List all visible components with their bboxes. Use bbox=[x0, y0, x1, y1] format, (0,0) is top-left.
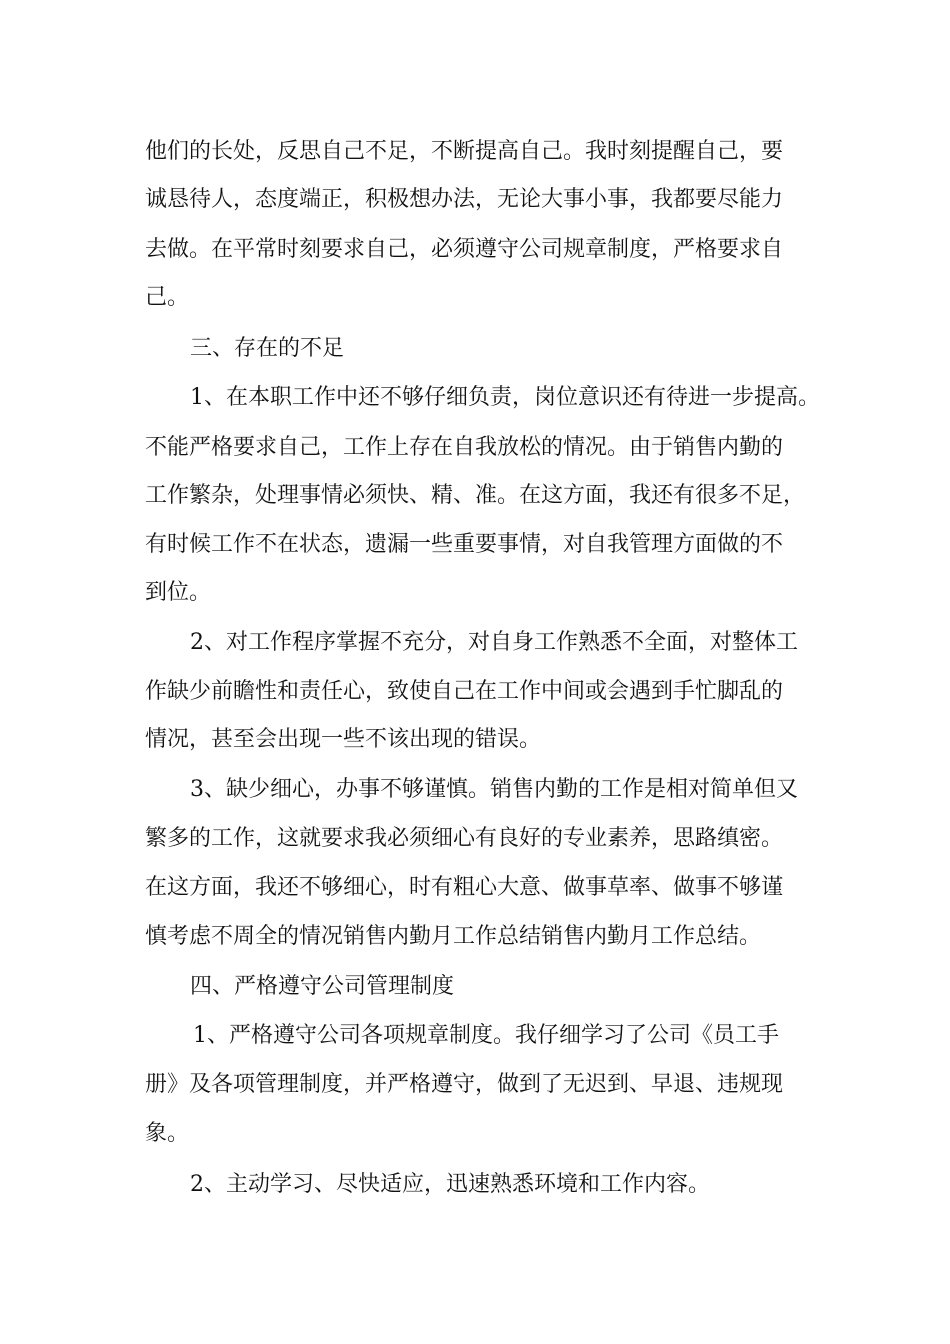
text-line: 有时候工作不在状态，遗漏一些重要事情，对自我管理方面做的不 bbox=[145, 532, 784, 557]
text-line: 在这方面，我还不够细心，时有粗心大意、做事草率、做事不够谨 bbox=[145, 875, 784, 900]
text-line: 1、严格遵守公司各项规章制度。我仔细学习了公司《员工手 bbox=[193, 1023, 779, 1048]
text-line: 不能严格要求自己，工作上存在自我放松的情况。由于销售内勤的 bbox=[145, 435, 784, 460]
text-line: 慎考虑不周全的情况销售内勤月工作总结销售内勤月工作总结。 bbox=[145, 924, 762, 949]
text-line: 象。 bbox=[145, 1121, 190, 1146]
text-line: 他们的长处，反思自己不足，不断提高自己。我时刻提醒自己，要 bbox=[145, 139, 784, 164]
text-line: 情况，甚至会出现一些不该出现的错误。 bbox=[145, 727, 542, 752]
text-line: 3、缺少细心，办事不够谨慎。销售内勤的工作是相对简单但又 bbox=[190, 777, 798, 802]
text-line: 己。 bbox=[145, 285, 190, 310]
text-line: 去做。在平常时刻要求自己，必须遵守公司规章制度，严格要求自 bbox=[145, 237, 784, 262]
text-line: 诚恳待人，态度端正，积极想办法，无论大事小事，我都要尽能力 bbox=[145, 187, 784, 212]
text-line: 1、在本职工作中还不够仔细负责，岗位意识还有待进一步提高。 bbox=[190, 385, 820, 410]
section-heading: 三、存在的不足 bbox=[190, 336, 345, 361]
text-line: 繁多的工作，这就要求我必须细心有良好的专业素养，思路缜密。 bbox=[145, 826, 784, 851]
text-line: 作缺少前瞻性和责任心，致使自己在工作中间或会遇到手忙脚乱的 bbox=[145, 679, 784, 704]
text-line: 2、对工作程序掌握不充分，对自身工作熟悉不全面，对整体工 bbox=[190, 630, 798, 655]
text-line: 工作繁杂，处理事情必须快、精、准。在这方面，我还有很多不足， bbox=[145, 483, 806, 508]
text-line: 2、主动学习、尽快适应，迅速熟悉环境和工作内容。 bbox=[190, 1172, 710, 1197]
section-heading: 四、严格遵守公司管理制度 bbox=[190, 974, 455, 999]
text-line: 册》及各项管理制度，并严格遵守，做到了无迟到、早退、违规现 bbox=[145, 1072, 784, 1097]
text-line: 到位。 bbox=[145, 580, 212, 605]
